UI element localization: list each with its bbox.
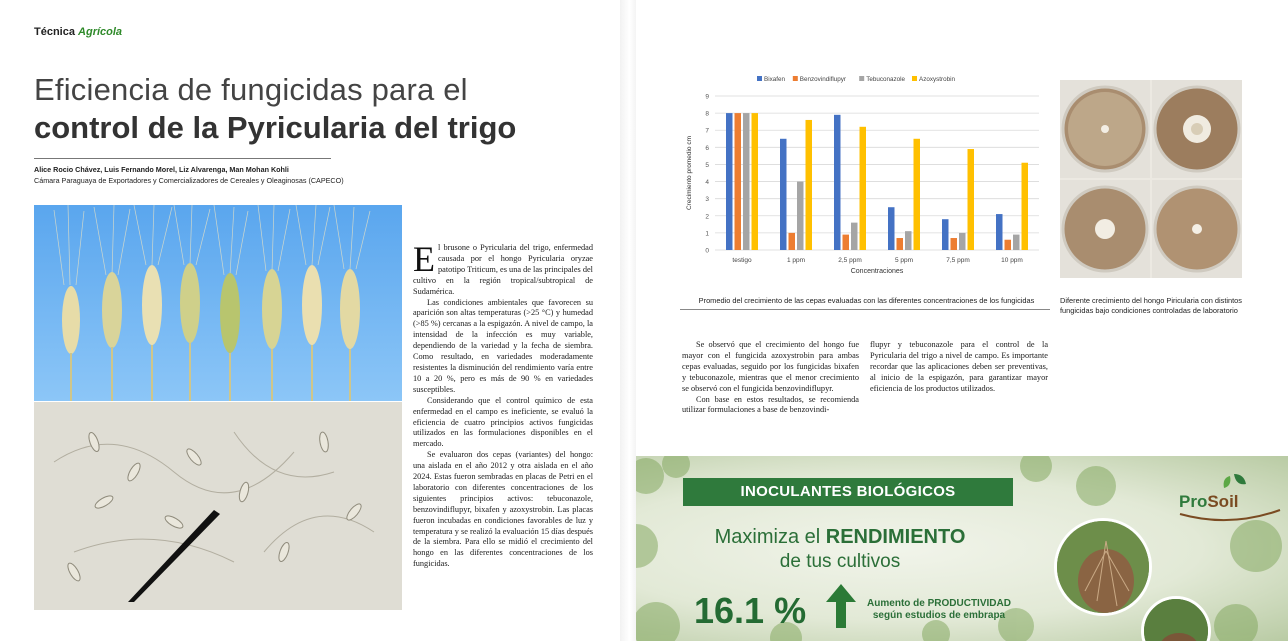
wheat-spikes-photo (34, 205, 402, 401)
x-tick-label: 7,5 ppm (946, 257, 970, 264)
legend-swatch-benzovindiflupyr (793, 76, 798, 81)
bar-benzovindiflupyr (735, 113, 742, 250)
bar-benzovindiflupyr (1005, 240, 1012, 250)
y-tick-label: 8 (705, 110, 709, 118)
bar-azoxystrobin (860, 127, 867, 250)
results-paragraph-3: flupyr y tebuconazole para el control de la Pyricularia del trigo a nivel de campo. Es importante recordar que las aplicaciones deben ser preventivas, al inicio de la espigazón, para garantizar mayor eficiencia de los productos utilizados. (870, 340, 1048, 393)
bar-bixafen (942, 219, 949, 250)
x-tick-label: 10 ppm (1001, 257, 1023, 264)
petri-caption: Diferente crecimiento del hongo Piricularia con distintos fungicidas bajo condiciones controladas de laboratorio (1060, 296, 1242, 315)
intro-column (413, 239, 593, 570)
drop-cap: E (413, 239, 435, 279)
bar-bixafen (888, 207, 895, 250)
bar-bixafen (780, 139, 787, 250)
ad-headline-strong: RENDIMIENTO (825, 526, 966, 548)
roots-photo (1054, 518, 1152, 616)
ad-headline-prefix: Maximiza el (714, 526, 821, 548)
legend-swatch-bixafen (757, 76, 762, 81)
chart-caption-divider (680, 309, 1050, 310)
left-page (0, 0, 620, 641)
y-tick-label: 0 (705, 247, 709, 255)
x-axis-title: Concentraciones (850, 268, 904, 275)
bar-bixafen (834, 115, 841, 250)
bar-tebuconazole (905, 231, 912, 250)
growth-bar-chart (681, 72, 1051, 282)
y-tick-label: 7 (705, 127, 709, 135)
bar-azoxystrobin (806, 120, 813, 250)
article-affiliation: Cámara Paraguaya de Exportadores y Comercializadores de Cereales y Oleaginosas (CAPECO) (34, 176, 344, 185)
ad-stat-label-line1: Aumento de PRODUCTIVIDAD (867, 598, 1011, 609)
legend-swatch-tebuconazole (859, 76, 864, 81)
brand-pro: Pro (1179, 492, 1208, 511)
article-authors: Alice Rocio Chávez, Luis Fernando Morel, Liz Alvarenga, Man Mohan Kohli (34, 165, 289, 174)
bar-azoxystrobin (752, 113, 759, 250)
intro-paragraph-4: Se evaluaron dos cepas (variantes) del hongo: una aislada en el año 2012 y otra aislada en el año 2024. Estas fueron sembradas en placas de Petri en el laboratorio con diferentes concentraciones de los siguientes principios activos: tebuconazole, benzovindiflupyr, bixafen y azoxystrobin. Las placas fueron incubadas en condiciones favorables de luz y temperatura y se realizó la evaluación 15 días después de la siembra. Para ello se midió el crecimiento del hongo en las diferentes concentraciones de los fungicidas. (413, 450, 593, 569)
bar-bixafen (996, 214, 1003, 250)
bar-benzovindiflupyr (897, 238, 904, 250)
y-tick-label: 2 (705, 213, 709, 221)
section-prefix: Técnica (34, 26, 75, 38)
results-paragraph-1: Se observó que el crecimiento del hongo fue mayor con el fungicida azoxystrobin para ambas cepas evaluadas, seguido por los fungicidas bixafen y tebuconazole, mientras que el menor crecimiento se observó con el fungicida benzovindiflupyr. (682, 340, 859, 393)
y-tick-label: 4 (705, 179, 709, 187)
right-page (636, 0, 1288, 641)
intro-paragraph-1: l brusone o Pyricularia del trigo, enfermedad causada por el hongo Pyricularia oryzae patotipo Triticum, es una de las principales del cultivo en la región tropical/subtropical de Sudamérica. (413, 243, 593, 296)
bar-benzovindiflupyr (789, 233, 796, 250)
bar-azoxystrobin (1022, 163, 1029, 250)
legend-label-bixafen: Bixafen (764, 76, 786, 83)
byline-divider (34, 158, 331, 159)
section-tag (34, 26, 122, 38)
article-title-line1: Eficiencia de fungicidas para el (34, 72, 468, 107)
chart-caption: Promedio del crecimiento de las cepas evaluadas con las diferentes concentraciones de los fungicidas (698, 296, 1035, 305)
y-tick-label: 9 (705, 93, 709, 101)
legend-label-tebuconazole: Tebuconazole (866, 76, 906, 83)
ad-stat-label-line2: según estudios de embrapa (872, 610, 1006, 621)
bar-tebuconazole (797, 182, 804, 250)
page-gutter (620, 0, 636, 641)
bar-tebuconazole (959, 233, 966, 250)
bar-benzovindiflupyr (843, 235, 850, 250)
prosoil-advertisement[interactable] (636, 456, 1288, 641)
y-tick-label: 6 (705, 144, 709, 152)
bar-tebuconazole (743, 113, 750, 250)
spores-micrograph (34, 402, 402, 610)
intro-paragraph-3: Considerando que el control químico de esta enfermedad en el campo es ineficiente, se evaluó la eficiencia de cuatro principios activos fungicidas utilizados en las formulaciones disponibles en el mercado. (413, 395, 593, 449)
y-tick-label: 5 (705, 161, 709, 169)
petri-dishes-photo (1060, 80, 1242, 278)
legend-label-azoxystrobin: Azoxystrobin (919, 76, 956, 83)
y-tick-label: 1 (705, 230, 709, 238)
y-axis-title: Crecimiento promedio cm (686, 135, 693, 211)
section-accent: Agrícola (78, 26, 123, 38)
ad-stat-value: 16.1 % (694, 590, 807, 631)
bar-bixafen (726, 113, 733, 250)
legend-label-benzovindiflupyr: Benzovindiflupyr (799, 76, 847, 83)
legend-swatch-azoxystrobin (912, 76, 917, 81)
bar-tebuconazole (1013, 235, 1020, 250)
bar-azoxystrobin (968, 149, 975, 250)
ad-headline-line2: de tus cultivos (779, 551, 901, 572)
x-tick-label: testigo (732, 257, 752, 264)
prosoil-logo-text (1179, 492, 1239, 512)
ad-stat-label (860, 598, 1018, 622)
x-tick-label: 2,5 ppm (838, 257, 862, 264)
arrow-up-icon (826, 584, 856, 628)
bar-benzovindiflupyr (951, 238, 958, 250)
x-tick-label: 1 ppm (786, 257, 806, 264)
x-tick-label: 5 ppm (894, 257, 914, 264)
results-column-1 (682, 340, 859, 416)
bar-tebuconazole (851, 223, 858, 250)
results-column-2 (870, 340, 1048, 395)
results-paragraph-2: Con base en estos resultados, se recomienda utilizar formulaciones a base de benzovindi- (682, 394, 859, 415)
article-title-line2: control de la Pyricularia del trigo (34, 110, 517, 145)
bar-azoxystrobin (914, 139, 921, 250)
ad-banner: INOCULANTES BIOLÓGICOS (683, 478, 1013, 506)
ad-headline (700, 526, 980, 549)
brand-soil: Soil (1207, 492, 1239, 511)
y-tick-label: 3 (705, 196, 709, 204)
intro-paragraph-2: Las condiciones ambientales que favorecen su aparición son altas temperaturas (>25 °C) y humedad (>85 %) cercanas a la espigazón. A nivel de campo, la intensidad de la infección es muy variable, dependiendo de la variedad y la fecha de siembra. Como resultado, en variedades moderadamente resistentes la disminución del rendimiento varía entre 10 a 20 %, pero es más de 90 % en variedades susceptibles. (413, 297, 593, 394)
